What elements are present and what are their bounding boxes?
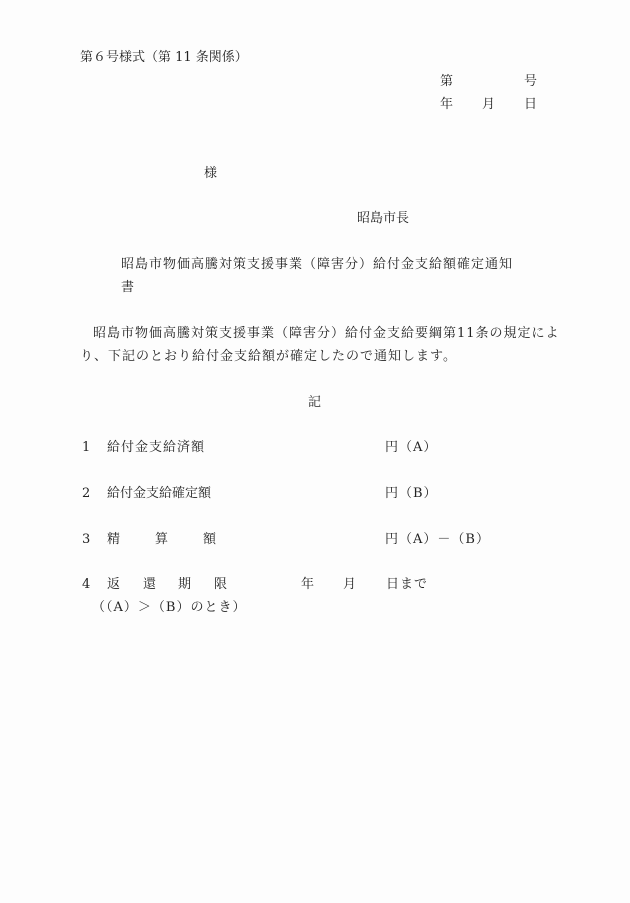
- deadline-day-until: 日まで: [386, 577, 429, 592]
- item-label-char: 精: [107, 532, 121, 547]
- doc-number-suffix: 号: [524, 74, 538, 89]
- item-number: 3: [82, 532, 91, 547]
- deadline-month: 月: [343, 577, 357, 592]
- deadline-year: 年: [301, 577, 315, 592]
- doc-date-day: 日: [524, 97, 538, 112]
- document-title-line2: 書: [121, 280, 135, 295]
- item-label: 給付金支給済額: [107, 440, 206, 455]
- item-label-char: 返: [107, 577, 121, 592]
- item-value: 円（A）: [385, 440, 438, 455]
- issuer-name: 昭島市長: [357, 211, 410, 226]
- item-label-char: 還: [143, 577, 157, 592]
- recipient-honorific: 様: [204, 166, 218, 181]
- item-label-char: 限: [214, 577, 228, 592]
- item-number: 1: [82, 440, 91, 455]
- doc-date-year: 年: [440, 97, 454, 112]
- item-label-char: 期: [178, 577, 192, 592]
- item-number: 4: [82, 577, 91, 592]
- form-label: 第６号様式（第 11 条関係）: [80, 50, 248, 65]
- item-label-char: 算: [155, 532, 169, 547]
- item-value: 円（A）－（B）: [385, 532, 490, 547]
- body-text-line2: り、下記のとおり給付金支給額が確定したので通知します。: [80, 349, 457, 364]
- doc-date-month: 月: [482, 97, 496, 112]
- document-title-line1: 昭島市物価高騰対策支援事業（障害分）給付金支給額確定通知: [121, 257, 514, 272]
- doc-number-prefix: 第: [440, 74, 454, 89]
- ki-heading: 記: [308, 395, 322, 410]
- item-number: 2: [82, 486, 91, 501]
- item-label-char: 額: [203, 532, 217, 547]
- item-label: 給付金支給確定額: [107, 486, 212, 501]
- item-note: （（A）＞（B）のとき）: [92, 600, 247, 615]
- body-text-line1: 昭島市物価高騰対策支援事業（障害分）給付金支給要綱第11条の規定によ: [93, 326, 560, 341]
- item-value: 円（B）: [385, 486, 438, 501]
